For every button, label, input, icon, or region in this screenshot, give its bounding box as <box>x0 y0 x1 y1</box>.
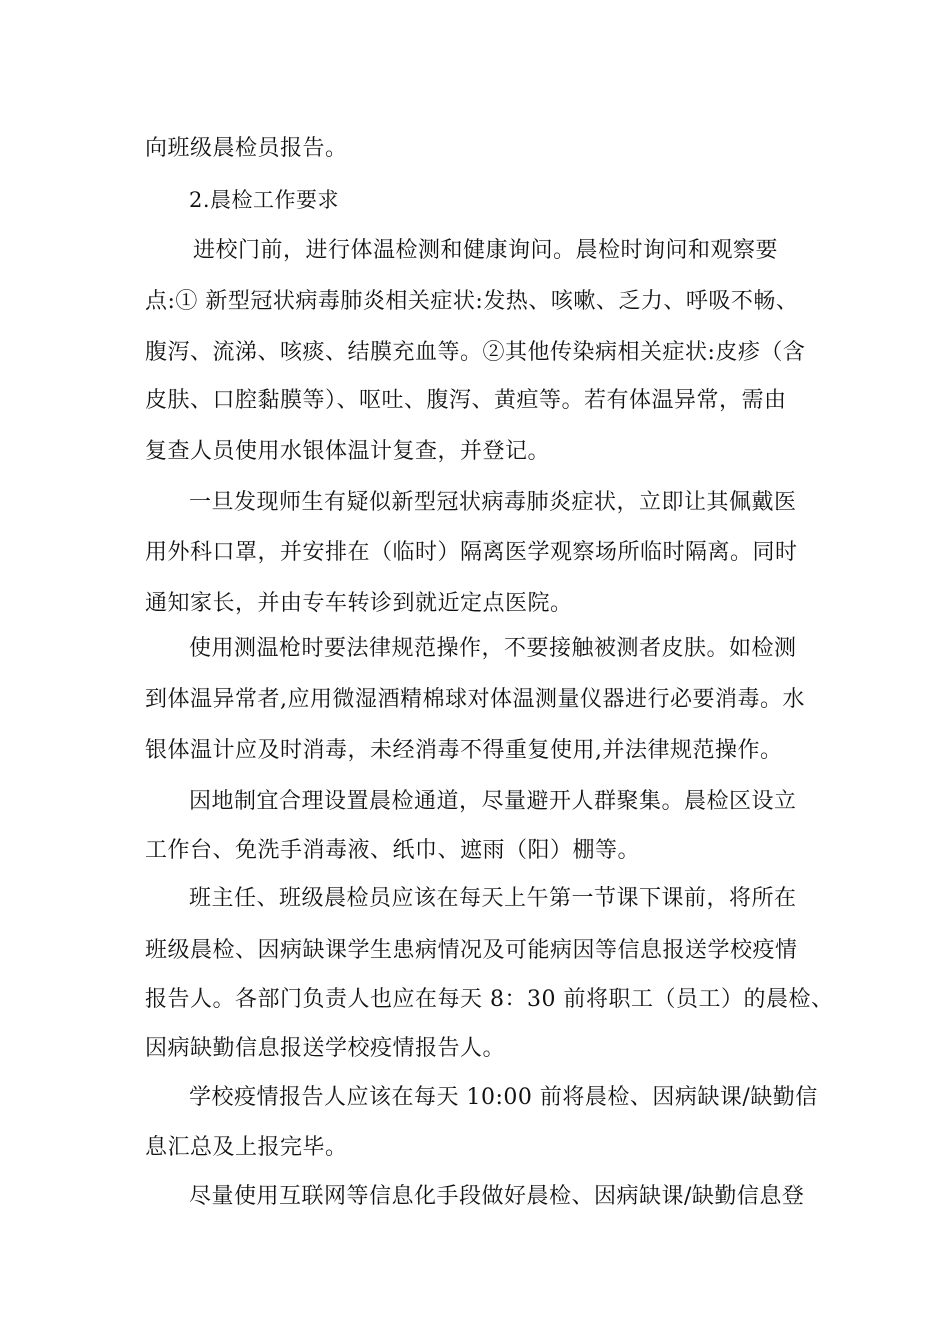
text-line: 向班级晨检员报告。 <box>145 136 348 161</box>
text-line: 因病缺勤信息报送学校疫情报告人。 <box>145 1036 506 1061</box>
text-line: 息汇总及上报完毕。 <box>145 1135 348 1160</box>
text-line: 通知家长，并由专车转诊到就近定点医院。 <box>145 591 573 616</box>
text-line: 用外科口罩，并安排在（临时）隔离医学观察场所临时隔离。同时 <box>145 540 798 565</box>
text-line: 一旦发现师生有疑似新型冠状病毒肺炎症状，立即让其佩戴医 <box>189 490 797 515</box>
text-line: 皮肤、口腔黏膜等）、呕吐、腹泻、黄疸等。若有体温异常，需由 <box>145 388 787 413</box>
text-line: 到体温异常者,应用微湿酒精棉球对体温测量仪器进行必要消毒。水 <box>145 687 805 712</box>
text-line: 腹泻、流涕、咳痰、结膜充血等。②其他传染病相关症状:皮疹（含 <box>145 340 806 365</box>
text-line: 因地制宜合理设置晨检通道，尽量避开人群聚集。晨检区设立 <box>189 789 797 814</box>
text-line: 班主任、班级晨检员应该在每天上午第一节课下课前，将所在 <box>189 886 797 911</box>
text-line: 银体温计应及时消毒，未经消毒不得重复使用,并法律规范操作。 <box>145 738 783 763</box>
text-line: 工作台、免洗手消毒液、纸巾、遮雨（阳）棚等。 <box>145 838 641 863</box>
section-heading: 2.晨检工作要求 <box>189 188 340 212</box>
text-line: 进校门前，进行体温检测和健康询问。晨检时询问和观察要 <box>193 238 779 263</box>
text-line: 报告人。各部门负责人也应在每天 8：30 前将职工（员工）的晨检、 <box>145 987 834 1012</box>
text-line: 班级晨检、因病缺课学生患病情况及可能病因等信息报送学校疫情 <box>145 938 798 963</box>
text-line: 使用测温枪时要法律规范操作，不要接触被测者皮肤。如检测 <box>189 636 797 661</box>
text-line: 学校疫情报告人应该在每天 10:00 前将晨检、因病缺课/缺勤信 <box>189 1085 818 1110</box>
text-line: 点:① 新型冠状病毒肺炎相关症状:发热、咳嗽、乏力、呼吸不畅、 <box>145 289 799 314</box>
text-line: 复查人员使用水银体温计复查，并登记。 <box>145 439 551 464</box>
text-line: 尽量使用互联网等信息化手段做好晨检、因病缺课/缺勤信息登 <box>189 1184 805 1209</box>
